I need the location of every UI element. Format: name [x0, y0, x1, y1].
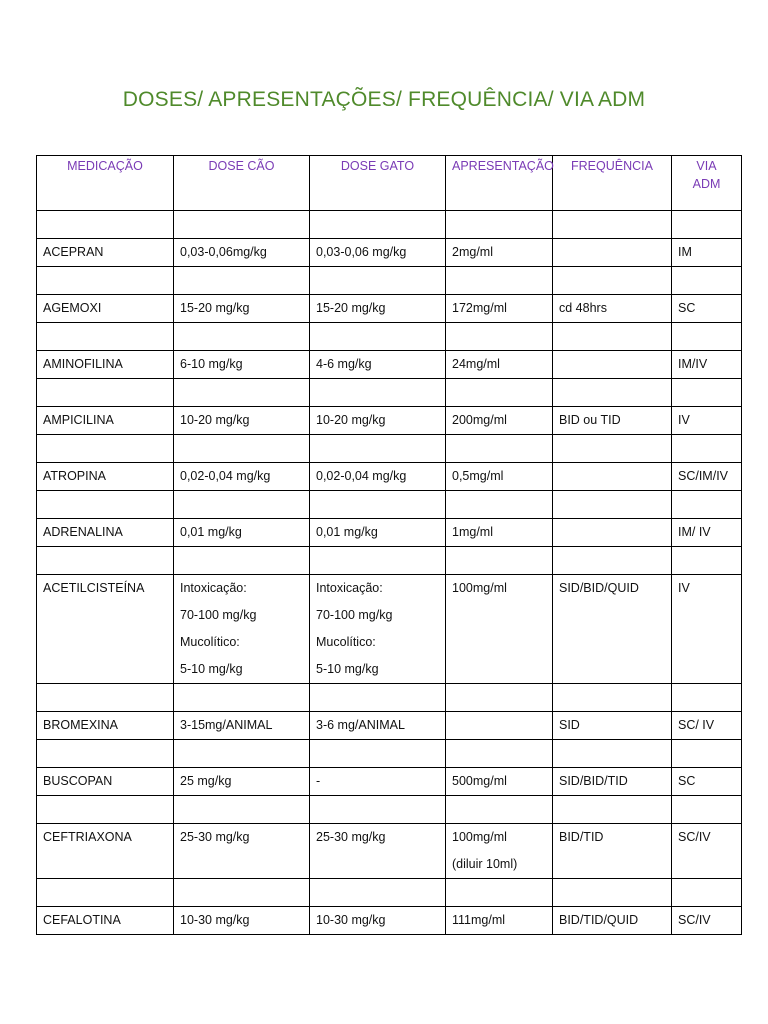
empty-cell — [310, 435, 446, 463]
table-row — [37, 239, 742, 267]
table-row — [37, 575, 742, 684]
cell-dose-gato — [310, 463, 446, 491]
empty-cell — [310, 267, 446, 295]
spacer-row — [37, 491, 742, 519]
cell-frequencia — [553, 351, 672, 379]
header-via-adm: VIA ADM — [672, 156, 742, 211]
empty-cell — [446, 211, 553, 239]
cell-line: Mucolítico: — [316, 635, 376, 649]
cell-line: 15-20 mg/kg — [180, 301, 250, 315]
empty-cell — [446, 379, 553, 407]
empty-cell — [310, 879, 446, 907]
empty-cell — [672, 796, 742, 824]
cell-line — [559, 463, 665, 490]
spacer-row — [37, 435, 742, 463]
cell-line: 0,02-0,04 mg/kg — [180, 469, 271, 483]
cell-line: 1mg/ml — [452, 525, 493, 539]
empty-cell — [553, 879, 672, 907]
header-frequencia: FREQUÊNCIA — [553, 156, 672, 211]
cell-line: IM — [678, 245, 692, 259]
cell-line: SC/IM/IV — [678, 469, 729, 483]
cell-line: 5-10 mg/kg — [316, 662, 379, 676]
cell-line: ADRENALINA — [43, 525, 123, 539]
cell-via-adm — [672, 407, 742, 435]
cell-line: Intoxicação: — [180, 581, 247, 595]
cell-medicacao — [37, 463, 174, 491]
cell-line: SID/BID/QUID — [559, 581, 639, 595]
empty-cell — [37, 435, 174, 463]
cell-line: 100mg/ml — [452, 830, 507, 844]
empty-cell — [174, 323, 310, 351]
header-dose-gato: DOSE GATO — [310, 156, 446, 211]
cell-line: SC/ IV — [678, 718, 715, 732]
empty-cell — [672, 379, 742, 407]
cell-line: 25-30 mg/kg — [316, 830, 386, 844]
cell-apresentacao — [446, 239, 553, 267]
cell-line: CEFALOTINA — [43, 913, 121, 927]
cell-line: 25-30 mg/kg — [180, 830, 250, 844]
empty-cell — [553, 267, 672, 295]
cell-dose-gato — [310, 712, 446, 740]
empty-cell — [174, 740, 310, 768]
empty-cell — [310, 740, 446, 768]
cell-line: SC/IV — [678, 830, 711, 844]
cell-line: BID/TID/QUID — [559, 913, 639, 927]
empty-cell — [310, 684, 446, 712]
cell-line: SC/IV — [678, 913, 711, 927]
cell-line: 200mg/ml — [452, 413, 507, 427]
table-row — [37, 295, 742, 323]
cell-medicacao — [37, 351, 174, 379]
empty-cell — [37, 211, 174, 239]
cell-line: Mucolítico: — [180, 635, 240, 649]
cell-line: SC — [678, 301, 696, 315]
empty-cell — [553, 547, 672, 575]
cell-line: IM/ IV — [678, 525, 711, 539]
empty-cell — [446, 547, 553, 575]
empty-cell — [174, 379, 310, 407]
empty-cell — [672, 491, 742, 519]
cell-frequencia — [553, 824, 672, 879]
cell-dose-cao — [174, 824, 310, 879]
cell-dose-gato — [310, 239, 446, 267]
empty-cell — [174, 211, 310, 239]
cell-dose-gato — [310, 907, 446, 935]
cell-medicacao — [37, 407, 174, 435]
cell-frequencia — [553, 768, 672, 796]
cell-line: ACEPRAN — [43, 245, 104, 259]
empty-cell — [174, 796, 310, 824]
cell-medicacao — [37, 712, 174, 740]
cell-via-adm — [672, 575, 742, 684]
cell-line: SID/BID/TID — [559, 774, 628, 788]
cell-line: ATROPINA — [43, 469, 106, 483]
cell-apresentacao — [446, 519, 553, 547]
empty-cell — [446, 740, 553, 768]
spacer-row — [37, 547, 742, 575]
cell-via-adm — [672, 351, 742, 379]
table-row — [37, 907, 742, 935]
empty-cell — [553, 684, 672, 712]
cell-line: 2mg/ml — [452, 245, 493, 259]
cell-line: SID — [559, 718, 580, 732]
spacer-row — [37, 323, 742, 351]
empty-cell — [37, 323, 174, 351]
empty-cell — [672, 740, 742, 768]
cell-line: 0,03-0,06 mg/kg — [316, 245, 407, 259]
cell-dose-cao — [174, 907, 310, 935]
empty-cell — [446, 435, 553, 463]
empty-cell — [672, 547, 742, 575]
spacer-row — [37, 379, 742, 407]
cell-apresentacao — [446, 575, 553, 684]
cell-apresentacao — [446, 463, 553, 491]
table-body — [37, 211, 742, 935]
cell-apresentacao — [446, 768, 553, 796]
empty-cell — [553, 491, 672, 519]
cell-line: 10-20 mg/kg — [180, 413, 250, 427]
table-row — [37, 463, 742, 491]
cell-via-adm — [672, 768, 742, 796]
header-row — [37, 156, 742, 211]
cell-dose-cao — [174, 768, 310, 796]
cell-frequencia — [553, 295, 672, 323]
spacer-row — [37, 879, 742, 907]
cell-apresentacao — [446, 824, 553, 879]
cell-dose-cao — [174, 295, 310, 323]
empty-cell — [672, 211, 742, 239]
table-row — [37, 768, 742, 796]
cell-frequencia — [553, 712, 672, 740]
empty-cell — [672, 879, 742, 907]
cell-line: 3-15mg/ANIMAL — [180, 718, 273, 732]
cell-line: 0,5mg/ml — [452, 469, 504, 483]
cell-dose-gato — [310, 295, 446, 323]
cell-line: 0,01 mg/kg — [316, 525, 378, 539]
empty-cell — [672, 435, 742, 463]
empty-cell — [672, 684, 742, 712]
cell-line: BID/TID — [559, 830, 604, 844]
empty-cell — [446, 267, 553, 295]
empty-cell — [553, 435, 672, 463]
empty-cell — [553, 211, 672, 239]
table-row — [37, 824, 742, 879]
table-row — [37, 407, 742, 435]
empty-cell — [37, 684, 174, 712]
cell-apresentacao — [446, 712, 553, 740]
cell-line — [452, 712, 546, 739]
cell-dose-gato — [310, 824, 446, 879]
cell-line — [559, 351, 665, 378]
cell-via-adm — [672, 463, 742, 491]
empty-cell — [672, 267, 742, 295]
table-row — [37, 351, 742, 379]
empty-cell — [174, 491, 310, 519]
cell-dose-cao — [174, 712, 310, 740]
spacer-row — [37, 211, 742, 239]
spacer-row — [37, 267, 742, 295]
cell-via-adm — [672, 295, 742, 323]
cell-line: AMINOFILINA — [43, 357, 123, 371]
empty-cell — [553, 323, 672, 351]
empty-cell — [446, 491, 553, 519]
cell-line: 100mg/ml — [452, 581, 507, 595]
empty-cell — [37, 740, 174, 768]
cell-medicacao — [37, 824, 174, 879]
cell-line — [559, 519, 665, 546]
cell-line: 25 mg/kg — [180, 774, 232, 788]
doses-table — [36, 155, 742, 935]
cell-via-adm — [672, 824, 742, 879]
empty-cell — [553, 379, 672, 407]
cell-apresentacao — [446, 351, 553, 379]
cell-via-adm — [672, 519, 742, 547]
cell-line: 0,01 mg/kg — [180, 525, 242, 539]
cell-dose-cao — [174, 239, 310, 267]
cell-dose-gato — [310, 575, 446, 684]
cell-frequencia — [553, 407, 672, 435]
empty-cell — [310, 491, 446, 519]
empty-cell — [310, 211, 446, 239]
cell-line: BROMEXINA — [43, 718, 119, 732]
table-row — [37, 712, 742, 740]
cell-apresentacao — [446, 907, 553, 935]
cell-line: 15-20 mg/kg — [316, 301, 386, 315]
cell-line: BID ou TID — [559, 413, 621, 427]
empty-cell — [310, 379, 446, 407]
cell-line: 70-100 mg/kg — [316, 608, 393, 622]
empty-cell — [174, 879, 310, 907]
cell-line: 5-10 mg/kg — [180, 662, 243, 676]
empty-cell — [37, 379, 174, 407]
cell-dose-gato — [310, 351, 446, 379]
cell-line: AMPICILINA — [43, 413, 114, 427]
cell-medicacao — [37, 239, 174, 267]
cell-line: 0,03-0,06mg/kg — [180, 245, 267, 259]
cell-medicacao — [37, 295, 174, 323]
empty-cell — [672, 323, 742, 351]
cell-via-adm — [672, 907, 742, 935]
empty-cell — [174, 547, 310, 575]
cell-dose-cao — [174, 575, 310, 684]
cell-dose-gato — [310, 407, 446, 435]
cell-frequencia — [553, 907, 672, 935]
page-title: DOSES/ APRESENTAÇÕES/ FREQUÊNCIA/ VIA ADM — [122, 88, 646, 111]
empty-cell — [37, 796, 174, 824]
table-row — [37, 519, 742, 547]
cell-line: 10-30 mg/kg — [180, 913, 250, 927]
spacer-row — [37, 796, 742, 824]
cell-line: BUSCOPAN — [43, 774, 113, 788]
cell-line: 10-20 mg/kg — [316, 413, 386, 427]
cell-line: 24mg/ml — [452, 357, 500, 371]
empty-cell — [37, 547, 174, 575]
cell-line: Intoxicação: — [316, 581, 383, 595]
cell-apresentacao — [446, 295, 553, 323]
cell-line: ACETILCISTEÍNA — [43, 581, 145, 595]
cell-frequencia — [553, 519, 672, 547]
header-medicacao: MEDICAÇÃO — [37, 156, 174, 211]
empty-cell — [446, 796, 553, 824]
empty-cell — [446, 684, 553, 712]
cell-via-adm — [672, 712, 742, 740]
empty-cell — [174, 267, 310, 295]
cell-medicacao — [37, 519, 174, 547]
cell-line: 0,02-0,04 mg/kg — [316, 469, 407, 483]
cell-frequencia — [553, 575, 672, 684]
empty-cell — [37, 491, 174, 519]
empty-cell — [310, 323, 446, 351]
empty-cell — [37, 879, 174, 907]
cell-line: SC — [678, 774, 696, 788]
cell-line: 172mg/ml — [452, 301, 507, 315]
cell-apresentacao — [446, 407, 553, 435]
empty-cell — [553, 740, 672, 768]
cell-line: 3-6 mg/ANIMAL — [316, 718, 405, 732]
cell-line: 10-30 mg/kg — [316, 913, 386, 927]
cell-line: 111mg/ml — [452, 913, 506, 927]
cell-dose-gato — [310, 768, 446, 796]
cell-line: (diluir 10ml) — [452, 857, 518, 871]
cell-line: IV — [678, 581, 690, 595]
empty-cell — [174, 435, 310, 463]
cell-line: - — [316, 774, 321, 788]
cell-line: CEFTRIAXONA — [43, 830, 132, 844]
spacer-row — [37, 684, 742, 712]
empty-cell — [37, 267, 174, 295]
cell-dose-cao — [174, 351, 310, 379]
empty-cell — [553, 796, 672, 824]
empty-cell — [310, 547, 446, 575]
cell-frequencia — [553, 239, 672, 267]
empty-cell — [446, 879, 553, 907]
spacer-row — [37, 740, 742, 768]
cell-line: 4-6 mg/kg — [316, 357, 372, 371]
cell-medicacao — [37, 768, 174, 796]
cell-line: 70-100 mg/kg — [180, 608, 257, 622]
cell-via-adm — [672, 239, 742, 267]
cell-line: 6-10 mg/kg — [180, 357, 243, 371]
cell-frequencia — [553, 463, 672, 491]
cell-dose-cao — [174, 519, 310, 547]
cell-medicacao — [37, 575, 174, 684]
cell-dose-cao — [174, 463, 310, 491]
cell-line: IM/IV — [678, 357, 708, 371]
cell-dose-cao — [174, 407, 310, 435]
header-dose-cao: DOSE CÃO — [174, 156, 310, 211]
cell-line — [559, 239, 665, 266]
header-apresentacao: APRESENTAÇÃO — [446, 156, 553, 211]
empty-cell — [174, 684, 310, 712]
empty-cell — [446, 323, 553, 351]
cell-medicacao — [37, 907, 174, 935]
cell-line: 500mg/ml — [452, 774, 507, 788]
empty-cell — [310, 796, 446, 824]
cell-line: cd 48hrs — [559, 301, 607, 315]
cell-dose-gato — [310, 519, 446, 547]
cell-line: AGEMOXI — [43, 301, 102, 315]
cell-line: IV — [678, 413, 690, 427]
